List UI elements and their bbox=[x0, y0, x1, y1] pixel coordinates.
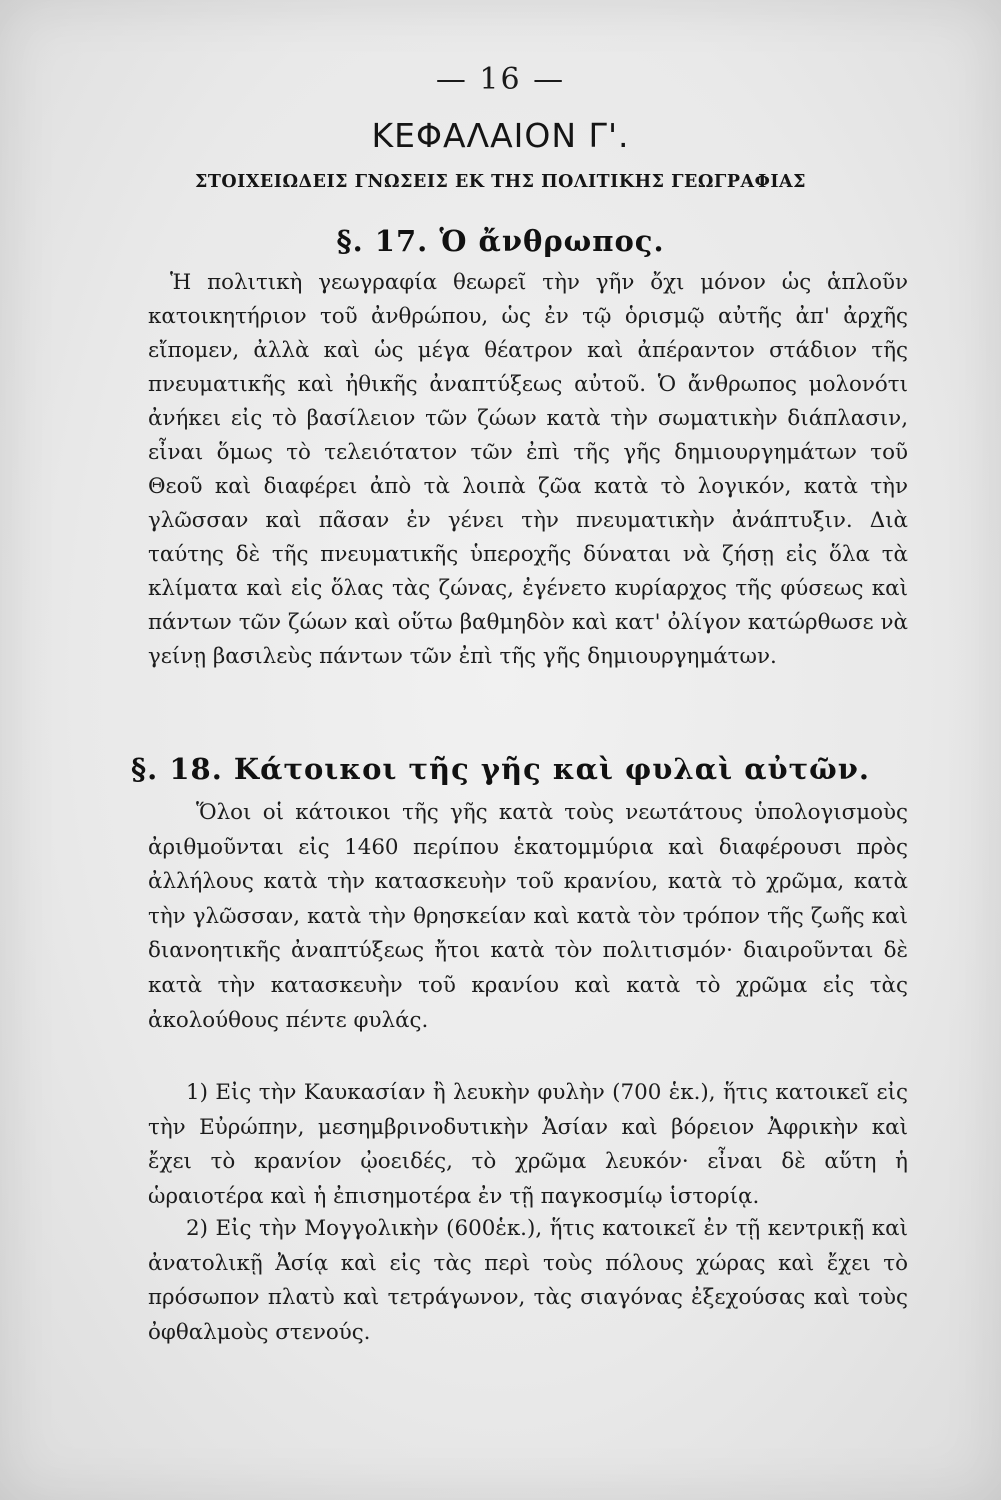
chapter-subtitle: ΣΤΟΙΧΕΙΩΔΕΙΣ ΓΝΩΣΕΙΣ ΕΚ ΤΗΣ ΠΟΛΙΤΙΚΗΣ ΓΕΩΓΡΑΦΙΑΣ bbox=[195, 172, 806, 192]
section-17-paragraph: Ἡ πολιτικὴ γεωγραφία θεωρεῖ τὴν γῆν ὄχι μόνον ὡς ἁπλοῦν κατοικητήριον τοῦ ἀνθρώπου, ὡς ἐν τῷ ὁρισμῷ αὐτῆς ἀπ' ἀρχῆς εἴπομεν, ἀλλὰ καὶ ὡς μέγα θέατρον καὶ ἀπέραντον στάδιον τῆς πνευματικῆς καὶ ἠθικῆς ἀναπτύξεως αὐτοῦ. Ὁ ἄνθρωπος μολονότι ἀνήκει εἰς τὸ βασίλειον τῶν ζώων κατὰ τὴν σωματικὴν διάπλασιν, εἶναι ὅμως τὸ τελειότατον τῶν ἐπὶ τῆς γῆς δημιουργημάτων τοῦ Θεοῦ καὶ διαφέρει ἀπὸ τὰ λοιπὰ ζῶα κατὰ τὸ λογικόν, κατὰ τὴν γλῶσσαν καὶ πᾶσαν ἐν γένει τὴν πνευματικὴν ἀνάπτυξιν. Διὰ ταύτης δὲ τῆς πνευματικῆς ὑπεροχῆς δύναται νὰ ζήσῃ εἰς ὅλα τὰ κλίματα καὶ εἰς ὅλας τὰς ζώνας, ἐγένετο κυρίαρχος τῆς φύσεως καὶ πάντων τῶν ζώων καὶ οὕτω βαθμηδὸν καὶ κατ' ὀλίγον κατώρθωσε νὰ γείνῃ βασιλεὺς πάντων τῶν ἐπὶ τῆς γῆς δημιουργημάτων. bbox=[148, 270, 908, 669]
race-list-item-1: 1) Εἰς τὴν Καυκασίαν ἢ λευκὴν φυλὴν (700 ἑκ.), ἥτις κατοικεῖ εἰς τὴν Εὐρώπην, μεσημβρινοδυτικὴν Ἀσίαν καὶ βόρειον Ἀφρικὴν καὶ ἔχει τὸ κρανίον ᾠοειδές, τὸ χρῶμα λευκόν· εἶναι δὲ αὕτη ἡ ὡραιοτέρα καὶ ἡ ἐπισημοτέρα ἐν τῇ παγκοσμίῳ ἱστορίᾳ. bbox=[148, 1080, 908, 1209]
section-18-paragraph: Ὅλοι οἱ κάτοικοι τῆς γῆς κατὰ τοὺς νεωτάτους ὑπολογισμοὺς ἀριθμοῦνται εἰς 1460 περίπου ἑκατομμύρια καὶ διαφέρουσι πρὸς ἀλλήλους κατὰ τὴν κατασκευὴν τοῦ κρανίου, κατὰ τὸ χρῶμα, κατὰ τὴν γλῶσσαν, κατὰ τὴν θρησκείαν καὶ κατὰ τὸν τρόπον τῆς ζωῆς καὶ διανοητικῆς ἀναπτύξεως ἤτοι κατὰ τὸν πολιτισμόν· διαιροῦνται δὲ κατὰ τὴν κατασκευὴν τοῦ κρανίου καὶ κατὰ τὸ χρῶμα εἰς τὰς ἀκολούθους πέντε φυλάς. bbox=[148, 800, 908, 1033]
section-17-heading: §. 17. Ὁ ἄνθρωπος. bbox=[336, 224, 665, 258]
chapter-title: ΚΕΦΑΛΑΙΟΝ Γ'. bbox=[371, 116, 630, 155]
section-18-heading: §. 18. Κάτοικοι τῆς γῆς καὶ φυλαὶ αὐτῶν. bbox=[131, 752, 870, 786]
race-list-item-2: 2) Εἰς τὴν Μογγολικὴν (600ἑκ.), ἥτις κατοικεῖ ἐν τῇ κεντρικῇ καὶ ἀνατολικῇ Ἀσίᾳ καὶ εἰς τὰς περὶ τοὺς πόλους χώρας καὶ ἔχει τὸ πρόσωπον πλατὺ καὶ τετράγωνον, τὰς σιαγόνας ἐξεχούσας καὶ τοὺς ὀφθαλμοὺς στενούς. bbox=[148, 1216, 908, 1345]
page-number: — 16 — bbox=[435, 62, 566, 97]
